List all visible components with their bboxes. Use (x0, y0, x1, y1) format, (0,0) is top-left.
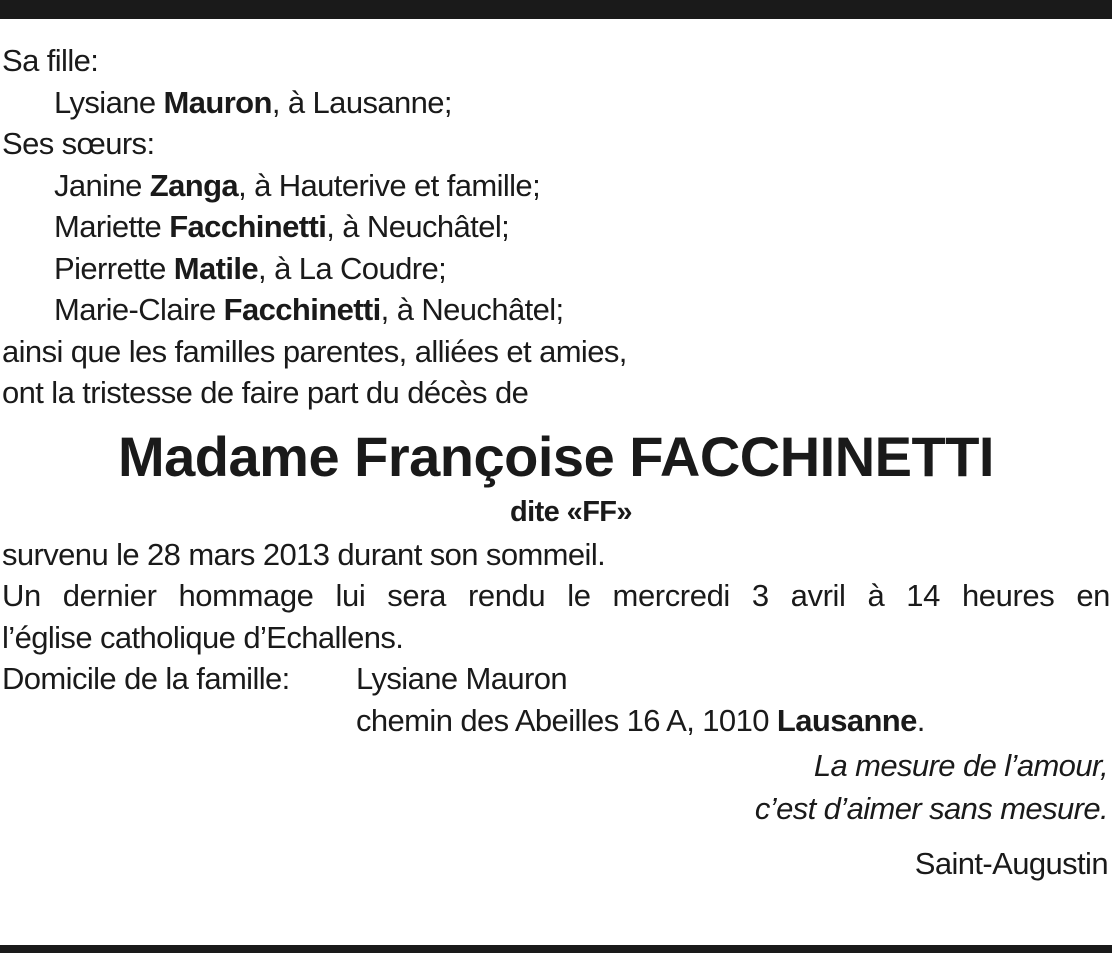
sister-entry: Janine Zanga, à Hauterive et famille; (54, 167, 541, 203)
bottom-rule (0, 945, 1112, 953)
quote-line: La mesure de l’amour, (813, 748, 1108, 783)
sister-entry: Pierrette Matile, à La Coudre; (54, 250, 447, 286)
deceased-name: Madame Françoise FACCHINETTI (118, 424, 994, 488)
daughter-heading: Sa fille: (2, 43, 99, 78)
quote-author: Saint-Augustin (914, 846, 1108, 881)
domicile-label: Domicile de la famille: (2, 661, 290, 696)
daughter-entry: Lysiane Mauron, à Lausanne; (54, 84, 452, 120)
ceremony-line: Un dernier hommage lui sera rendu le mercredi 3 avril à 14 heures en (2, 578, 1110, 613)
death-date-line: survenu le 28 mars 2013 durant son sommeil. (2, 536, 606, 572)
sister-surname: Zanga (149, 167, 239, 203)
family-domicile (2, 658, 1110, 700)
announcement-line: ont la tristesse de faire part du décès de (2, 375, 529, 410)
domicile-name: Lysiane Mauron (356, 661, 568, 696)
sister-entry: Mariette Facchinetti, à Neuchâtel; (54, 209, 510, 244)
top-rule (0, 0, 1112, 19)
sister-surname: Facchinetti (223, 292, 381, 327)
ceremony-location: l’église catholique d’Echallens. (2, 619, 404, 655)
obituary-notice (2, 40, 1110, 885)
sister-surname: Facchinetti (169, 209, 327, 244)
quote-line: c’est d’aimer sans mesure. (754, 791, 1108, 826)
sisters-heading: Ses sœurs: (2, 126, 155, 161)
relatives-line: ainsi que les familles parentes, alliées et amies, (2, 333, 627, 369)
sister-surname: Matile (173, 250, 259, 286)
daughter-surname: Mauron (163, 84, 272, 120)
domicile-address: chemin des Abeilles 16 A, 1010 Lausanne. (356, 702, 925, 738)
address-city: Lausanne (776, 702, 917, 738)
deceased-nickname: dite «FF» (510, 495, 632, 528)
sister-entry: Marie-Claire Facchinetti, à Neuchâtel; (54, 292, 564, 327)
